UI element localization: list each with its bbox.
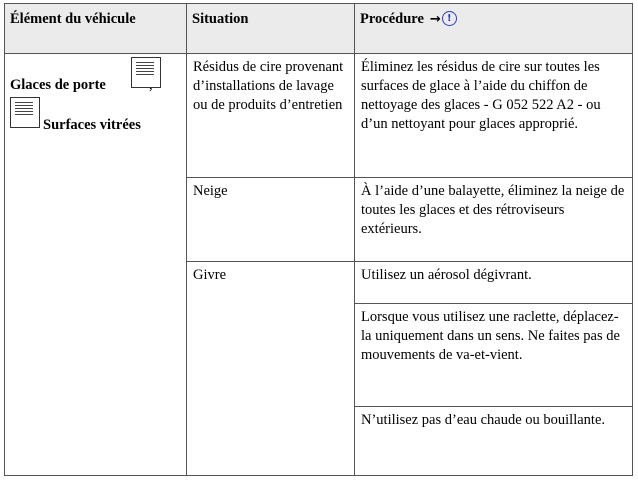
- element-door-windows: Glaces de porte: [10, 77, 106, 93]
- situation-frost: Givre: [187, 262, 355, 476]
- cleaning-procedure-table: [4, 3, 633, 476]
- glass-surface-image-icon: [10, 97, 40, 128]
- element-glass-surfaces: Surfaces vitrées: [43, 117, 141, 133]
- header-situation: Situation: [187, 4, 355, 54]
- situation-snow: Neige: [187, 178, 355, 262]
- table-header-row: [5, 4, 633, 54]
- element-cell: [5, 54, 187, 476]
- table-row: [5, 54, 633, 178]
- procedure-snow: À l’aide d’une balayette, éliminez la neige de toutes les glaces et des rétroviseurs extérieurs.: [355, 178, 633, 262]
- situation-wax-residue: Résidus de cire provenant d’installations de lavage ou de produits d’entretien: [187, 54, 355, 178]
- arrow-right-icon: →: [429, 12, 441, 27]
- procedure-wax-residue: Éliminez les résidus de cire sur toutes les surfaces de glace à l’aide du chiffon de nettoyage des glaces - G 052 522 A2 - ou d’un nettoyant pour glaces approprié.: [355, 54, 633, 178]
- header-element: Élément du véhicule: [5, 4, 187, 54]
- procedure-frost-3: N’utilisez pas d’eau chaude ou bouillante.: [355, 407, 633, 476]
- procedure-frost-1: Utilisez un aérosol dégivrant.: [355, 262, 633, 304]
- header-procedure: [355, 4, 633, 54]
- door-window-image-icon: [131, 57, 161, 88]
- info-circle-icon[interactable]: !: [442, 11, 457, 26]
- procedure-frost-2: Lorsque vous utilisez une raclette, déplacez-la uniquement dans un sens. Ne faites pas de mouvements de va-et-vient.: [355, 304, 633, 407]
- header-procedure-label: Procédure: [360, 11, 424, 27]
